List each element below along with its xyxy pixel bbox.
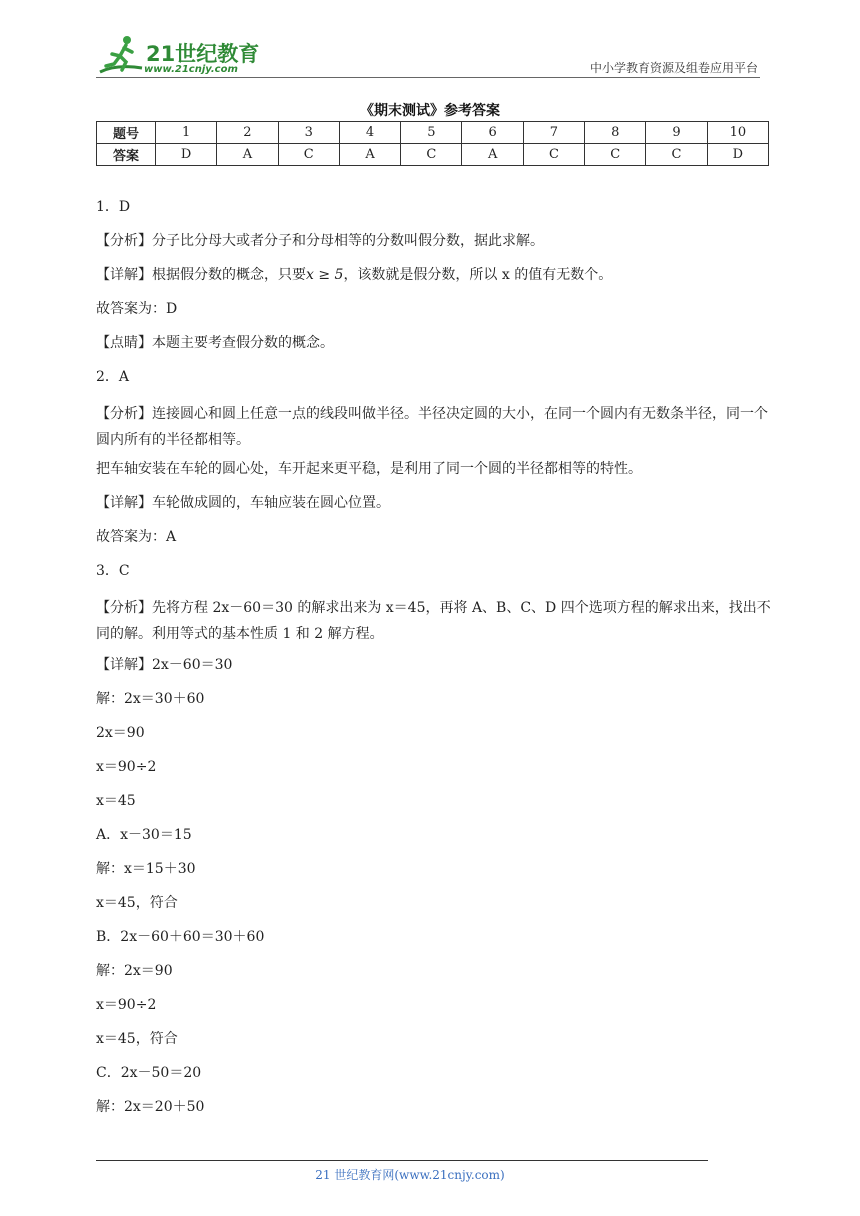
table-cell: 4 [339,122,400,144]
table-cell: 8 [585,122,646,144]
detail-tag: 【详解】 [96,267,152,283]
detail-tag: 【详解】 [96,495,152,511]
platform-name: 中小学教育资源及组卷应用平台 [589,61,758,75]
table-cell: D [156,144,217,166]
table-cell: C [401,144,462,166]
site-logo [96,34,266,78]
table-cell: 2 [217,122,278,144]
q2-answer: 故答案为：A [96,529,177,545]
table-cell: D [707,144,768,166]
analysis-tag: 【分析】 [96,600,152,616]
header-divider [96,77,760,78]
table-cell: A [217,144,278,166]
page-footer[interactable]: 21 世纪教育网(www.21cnjy.com) [315,1168,505,1182]
q3-step: 解：2x＝30＋60 [96,691,205,707]
q3-step: x＝90÷2 [96,759,157,775]
table-row [97,122,769,144]
row-label-number: 题号 [97,122,156,144]
row-label-answer: 答案 [97,144,156,166]
table-cell: 3 [278,122,339,144]
q1-detail-math: x ≥ 5 [306,267,344,283]
q3-step: A．x－30＝15 [96,827,192,843]
q3-step: x＝90÷2 [96,997,157,1013]
q2-detail-text: 车轮做成圆的，车轴应装在圆心位置。 [152,495,390,511]
q3-step: 解：2x＝20＋50 [96,1099,205,1115]
table-cell: C [646,144,707,166]
q3-analysis-text: 先将方程 2x－60＝30 的解求出来为 x＝45，再将 A、B、C、D 四个选项方程的解求出来，找出不同的解。利用等式的基本性质 1 和 2 解方程。 [96,600,771,642]
q3-step: x＝45 [96,793,136,809]
logo-text: 21世纪教育 [146,42,260,66]
q3-step: C．2x－50＝20 [96,1065,202,1081]
q3-step: B．2x－60＋60＝30＋60 [96,929,265,945]
q3-analysis [96,595,776,647]
q1-detail-post: ，该数就是假分数，所以 x 的值有无数个。 [343,267,613,283]
solution-content [96,197,776,1131]
q2-analysis-2: 把车轴安装在车轮的圆心处，车开起来更平稳，是利用了同一个圆的半径都相等的特性。 [96,461,642,477]
q3-detail [96,655,776,675]
table-cell: C [278,144,339,166]
footer-divider [96,1160,708,1161]
table-cell: 6 [462,122,523,144]
q3-step: 解：2x＝90 [96,963,173,979]
table-cell: 1 [156,122,217,144]
q2-heading: 2．A [96,369,130,385]
q1-answer: 故答案为：D [96,301,178,317]
q3-step: x＝45，符合 [96,1031,178,1047]
q1-comment-text: 本题主要考查假分数的概念。 [152,335,334,351]
table-cell: 9 [646,122,707,144]
q1-analysis [96,231,776,251]
detail-tag: 【详解】 [96,657,152,673]
analysis-tag: 【分析】 [96,406,152,422]
analysis-tag: 【分析】 [96,233,152,249]
logo-url: www.21cnjy.com [144,64,238,75]
q3-step: 解：x＝15＋30 [96,861,196,877]
q3-step: 2x＝90 [96,725,145,741]
table-cell: 5 [401,122,462,144]
q2-detail [96,493,776,513]
comment-tag: 【点睛】 [96,335,152,351]
q1-heading: 1．D [96,199,131,215]
q2-analysis [96,401,776,453]
q1-detail [96,265,776,285]
page-header [96,34,760,78]
running-figure-icon [96,34,146,78]
table-cell: 10 [707,122,768,144]
table-cell: A [462,144,523,166]
table-cell: A [339,144,400,166]
answer-table [96,121,769,166]
q1-detail-pre: 根据假分数的概念，只要 [152,267,306,283]
table-cell: 7 [523,122,584,144]
q3-step: x＝45，符合 [96,895,178,911]
q1-comment [96,333,776,353]
table-cell: C [523,144,584,166]
q1-analysis-text: 分子比分母大或者分子和分母相等的分数叫假分数，据此求解。 [152,233,544,249]
q3-heading: 3．C [96,563,130,579]
table-cell: C [585,144,646,166]
table-row [97,144,769,166]
q2-analysis-text: 连接圆心和圆上任意一点的线段叫做半径。半径决定圆的大小，在同一个圆内有无数条半径，同一个圆内所有的半径都相等。 [96,406,768,448]
q3-detail-text: 2x－60＝30 [152,657,233,673]
page-title: 《期末测试》参考答案 [360,103,500,119]
